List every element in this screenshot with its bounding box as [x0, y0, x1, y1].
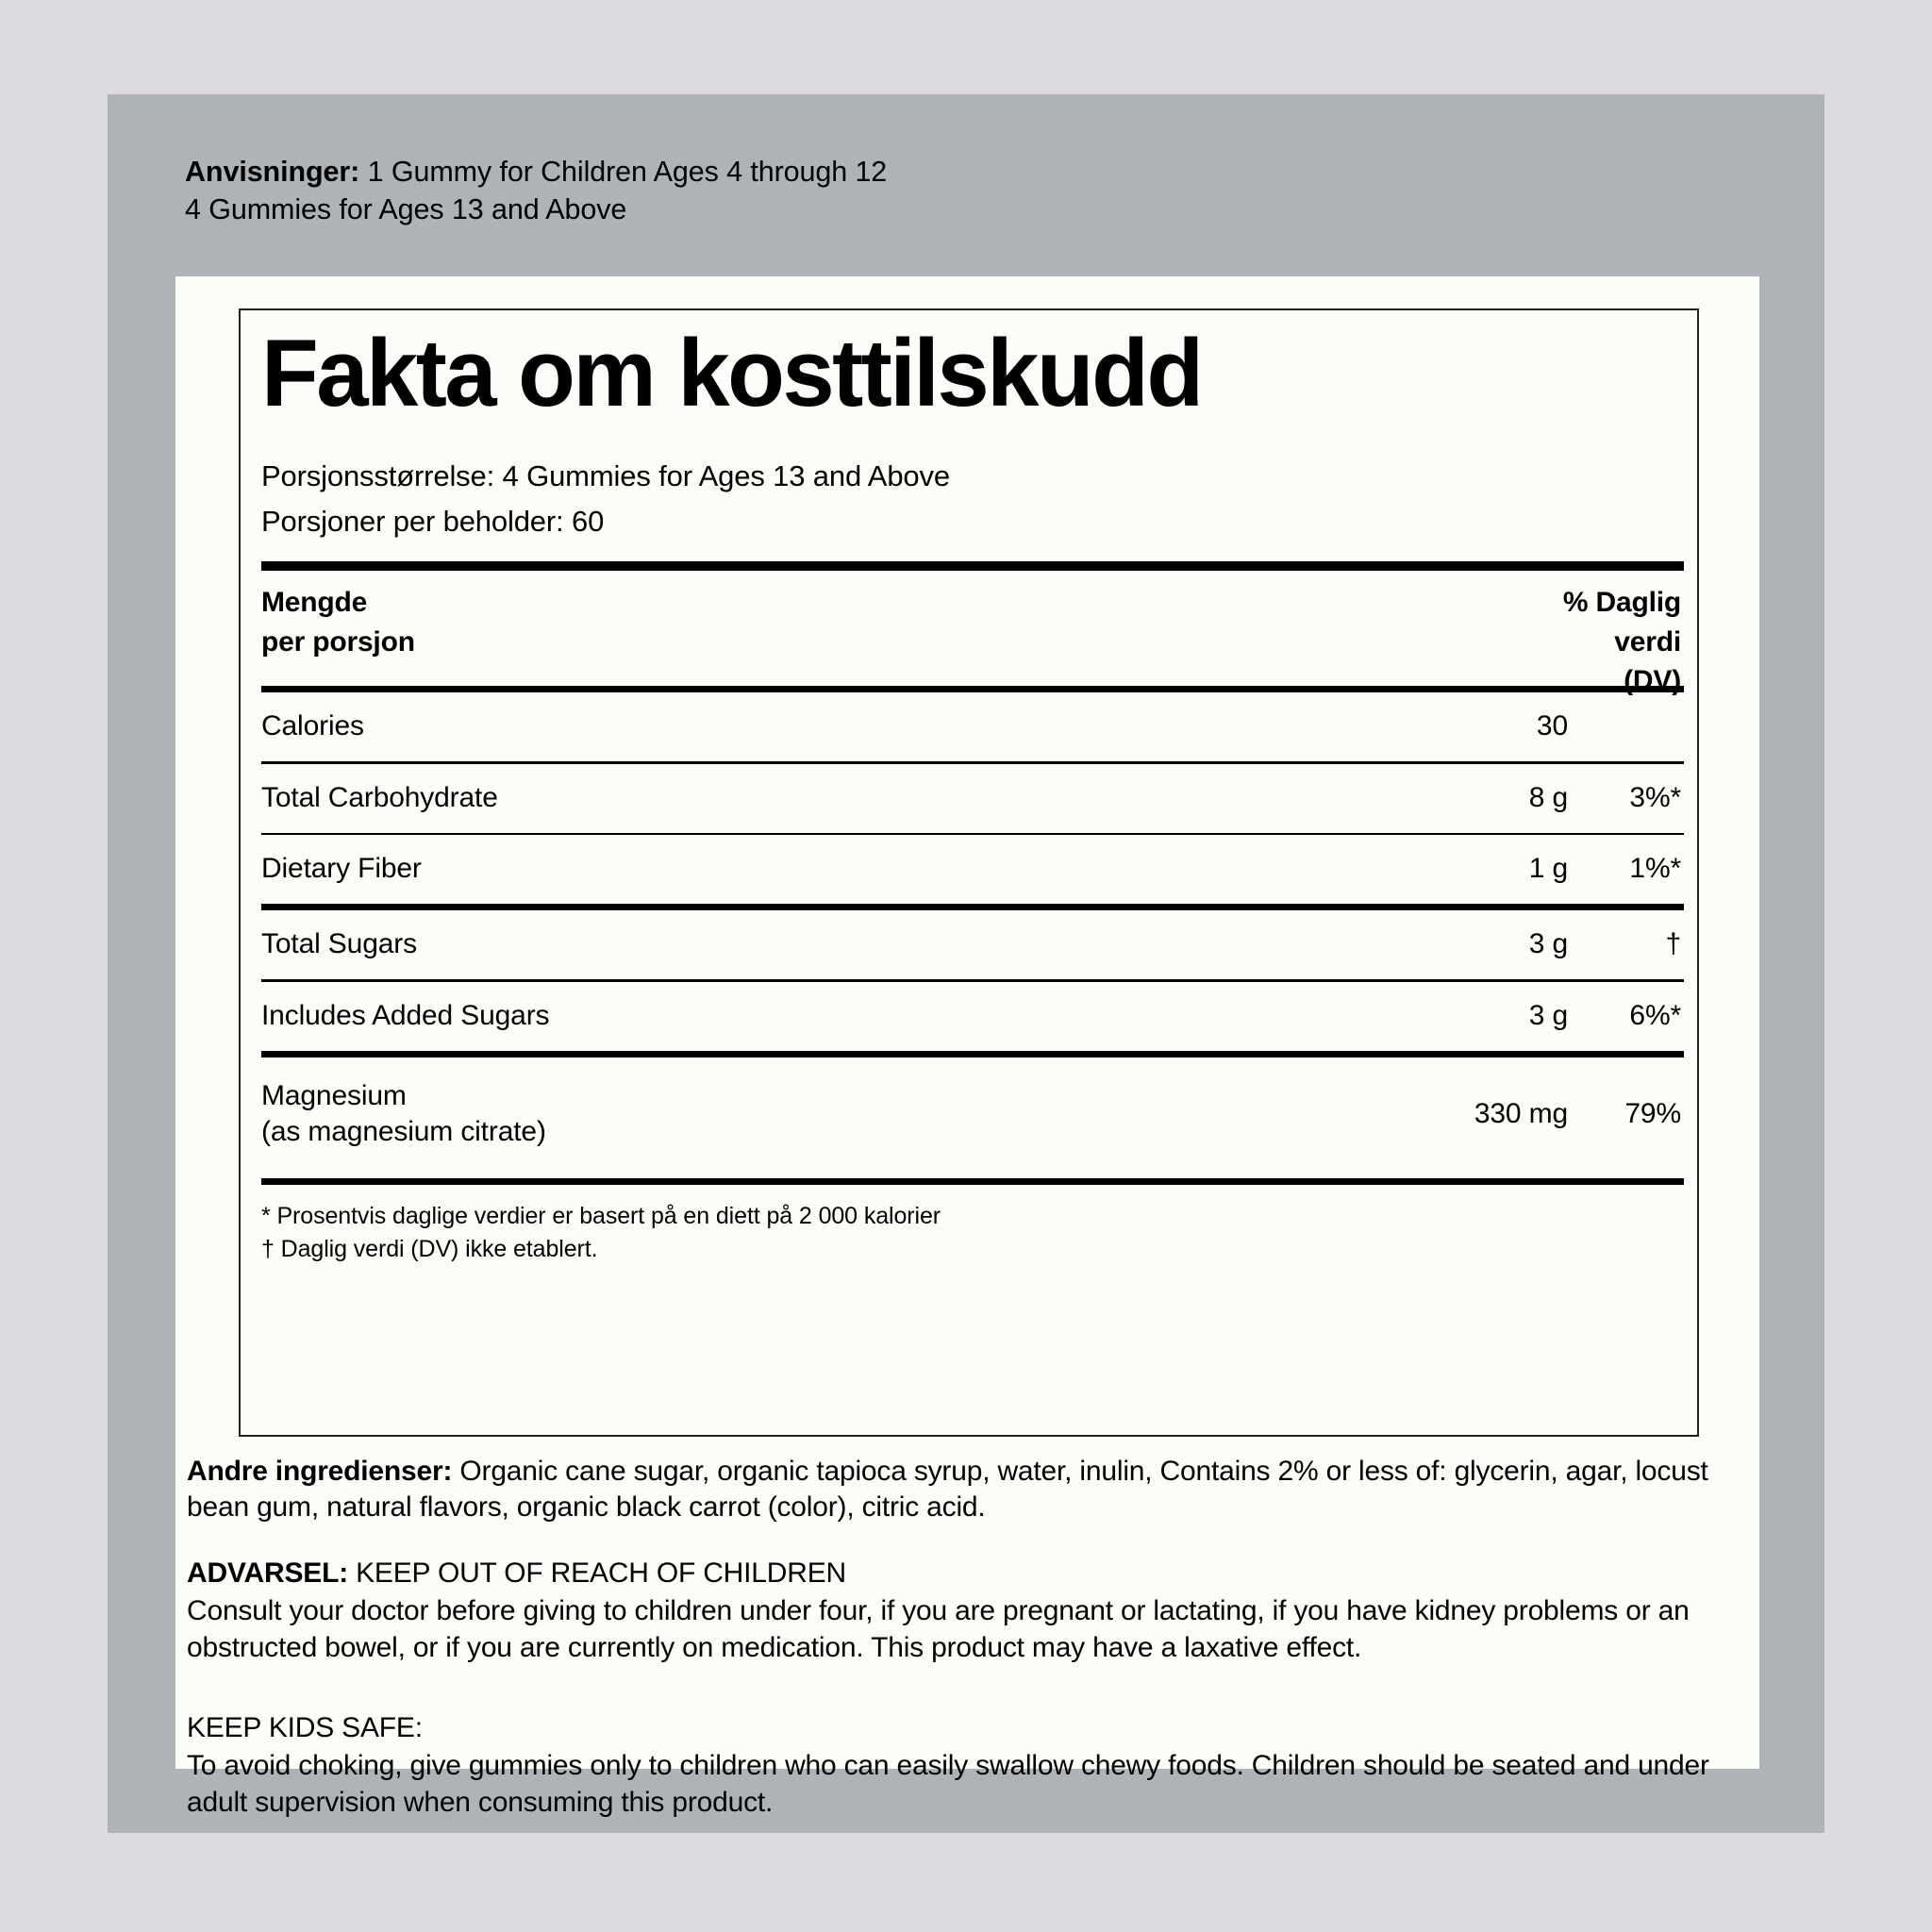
nutrient-amount: 3 g: [1528, 999, 1568, 1031]
nutrient-name-primary: Magnesium: [261, 1080, 407, 1112]
page-title: Fakta om kosttilskudd: [261, 321, 1202, 426]
warning-body: Consult your doctor before giving to children under four, if you are pregnant or lactating, if you have kidney problems or an obstructed bowel, or if you are currently on medication. This product may have a laxative effect.: [187, 1594, 1690, 1663]
amount-header-line-2: per porsjon: [261, 625, 415, 658]
nutrient-name: Total Sugars: [261, 928, 417, 960]
footnote-dagger: † Daglig verdi (DV) ikke etablert.: [261, 1236, 598, 1263]
dv-header-line-1: % Daglig: [1562, 587, 1681, 619]
nutrient-amount: 30: [1536, 710, 1568, 742]
keep-kids-safe-heading: KEEP KIDS SAFE:: [187, 1712, 423, 1744]
divider-thick-top: [261, 561, 1684, 571]
nutrient-amount: 330 mg: [1474, 1097, 1568, 1129]
amount-per-serving-header: [261, 583, 415, 661]
supplement-facts-card: [175, 276, 1759, 1818]
nutrient-amount: 3 g: [1528, 928, 1568, 960]
keep-kids-safe-section: [187, 1710, 1734, 1821]
supplement-facts-inner: [261, 321, 1684, 1267]
table-row: [261, 910, 1684, 979]
amount-header-line-1: Mengde: [261, 587, 368, 619]
table-row: [261, 692, 1684, 761]
directions-block: [185, 153, 1694, 229]
product-label-panel: [108, 94, 1824, 1833]
footnote-asterisk: * Prosentvis daglige verdier er basert på en diett på 2 000 kalorier: [261, 1202, 941, 1229]
warning-headline: [187, 1556, 1734, 1592]
serving-size: Porsjonsstørrelse: 4 Gummies for Ages 13 and Above: [261, 459, 950, 493]
warning-headline-text: KEEP OUT OF REACH OF CHILDREN: [347, 1557, 846, 1590]
nutrient-amount: 1 g: [1528, 853, 1568, 885]
nutrient-name: Calories: [261, 710, 364, 742]
directions-label: Anvisninger:: [185, 156, 360, 188]
nutrient-name: Dietary Fiber: [261, 853, 422, 885]
nutrition-table-header: [261, 571, 1684, 696]
nutrient-name-source: (as magnesium citrate): [261, 1115, 546, 1147]
nutrient-daily-value: 79%: [1624, 1097, 1681, 1129]
nutrient-amount: 8 g: [1528, 781, 1568, 813]
servings-per-container: Porsjoner per beholder: 60: [261, 505, 605, 539]
other-ingredients: [187, 1454, 1734, 1525]
nutrient-name: Includes Added Sugars: [261, 999, 550, 1031]
table-row: [261, 835, 1684, 904]
dv-header-line-3: (DV): [1624, 664, 1681, 696]
nutrient-daily-value: †: [1665, 928, 1681, 960]
serving-info: [261, 454, 1684, 544]
supplement-facts-box: [239, 308, 1699, 1437]
directions-line-1: [185, 153, 1694, 191]
other-ingredients-text: Organic cane sugar, organic tapioca syrup, water, inulin, Contains 2% or less of: glycerin, agar, locust bean gum, natural flavors, organic black carrot (color), citric acid.: [187, 1456, 1708, 1524]
divider-below-header: [261, 686, 1684, 692]
nutrient-name: [261, 1078, 1407, 1150]
divider-bottom: [261, 1178, 1684, 1185]
table-row: [261, 764, 1684, 833]
directions-line-1-text: 1 Gummy for Children Ages 4 through 12: [359, 156, 888, 188]
divider-row-thick: [261, 1051, 1684, 1058]
daily-value-header: [1563, 583, 1681, 700]
warning-section: [187, 1556, 1734, 1666]
table-row: [261, 982, 1684, 1051]
dv-header-line-2: verdi: [1614, 625, 1681, 658]
additional-info: [187, 1454, 1734, 1821]
nutrient-name: Total Carbohydrate: [261, 781, 498, 813]
keep-kids-safe-body: To avoid choking, give gummies only to children who can easily swallow chewy foods. Children should be seated and under adult supervision when consuming this product.: [187, 1749, 1709, 1818]
footnotes: [261, 1200, 1684, 1267]
directions-line-2: 4 Gummies for Ages 13 and Above: [185, 193, 627, 226]
other-ingredients-label: Andre ingredienser:: [187, 1456, 453, 1487]
nutrient-daily-value: 6%*: [1629, 999, 1681, 1031]
divider-row-thick: [261, 904, 1684, 910]
nutrient-daily-value: 3%*: [1629, 781, 1681, 813]
warning-label: ADVARSEL:: [187, 1557, 348, 1590]
table-row: [261, 1058, 1684, 1178]
nutrient-daily-value: 1%*: [1629, 853, 1681, 885]
